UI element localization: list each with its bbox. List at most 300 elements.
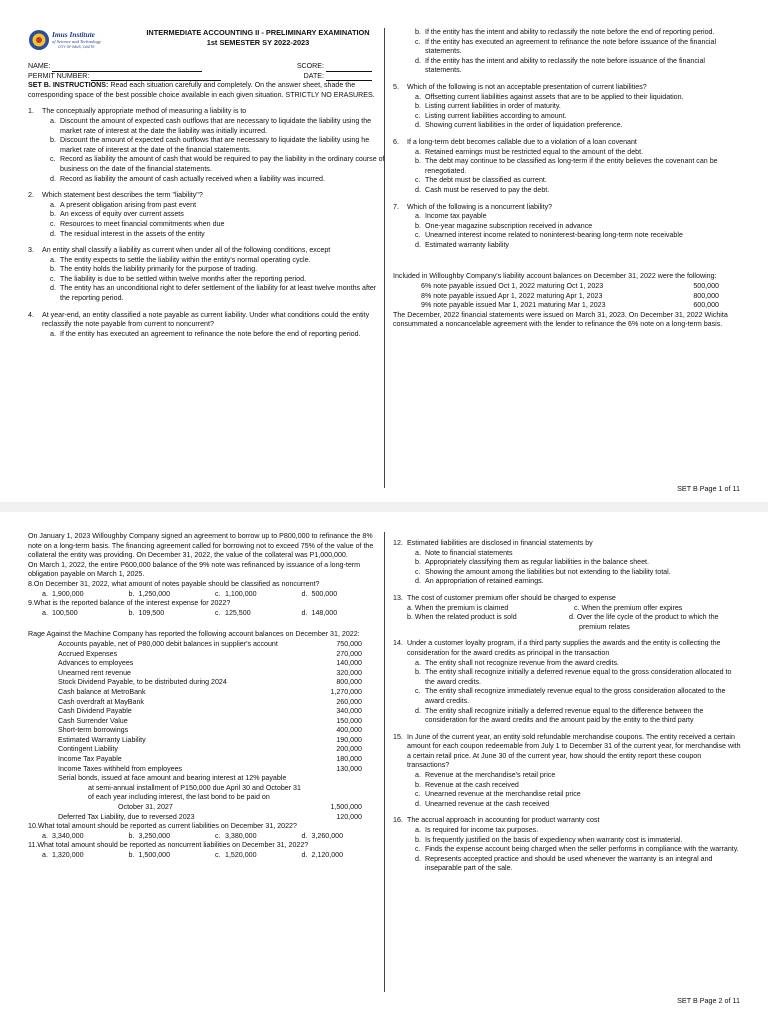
answer-options-row: [42, 590, 388, 600]
balance-row: [58, 755, 362, 765]
option-text: Is frequently justified on the basis of expediency when warranty cost is immaterial.: [425, 835, 683, 844]
page2-left-column: On January 1, 2023 Willoughby Company signed an agreement to borrow up to P800,000 to refinance the 8% note on a long-term basis. The financing agreement called for borrowing not to exceed 75% of the value of the collateral the entity was providing. On December 31, 2022, the value of the collateral was P1,000,000. On March 1, 2022, the entire P600,000 balance of the 9% note was refinanced by issuance of a long-term obligation payable on March 1, 2025. 8.On December 31, 2022, what amount of notes payable should be classified as noncurrent? a. 1,900,000 b. 1,250,000 c. 1,100,000 d. 500,000 9.What is the reported balance of the interest expense for 2022? a. 100,500 b. 109,500 c. 125,500 d. 148,000 Rage Against the Machine Company has reported the following account balances on December 31, 2022: Accounts payable, net of P80,000 debit balances in supplier's account 750,000 Accrued Expenses 270,000 Advances to employees 140,000 Unearned rent revenue 320,000 Stock Dividend Payable, to be distributed during 2024 800,000 Cash balance at MetroBank 1,270,000 Cash overdraft at MayBank 260,000 Cash Dividend Payable 340,000 Cash Surrender Value 150,000 Short-term borrowings 400,000 Estimated Warranty Liability 190,000 Contingent Liability 200,000 Income Tax Payable 180,000 Income Taxes withheld from employees 130,000 Serial bonds, issued at face amount and bearing interest at 12% payable at semi-annual installment of P150,000 due April 30 and October 31 of each year including interest, the last bond to be paid on October 31, 2027 1,500,000 Deferred Tax Liability, due to reversed 2023 120,000 10.What total amount should be reported as current liabilities on December 31, 2022? a. 3,340,000 b. 3,250,000 c. 3,380,000 d. 3,260,000 11.What total amount should be reported as noncurrent liabilities on December 31, 2022? a. 1,320,000 b. 1,500,000 c. 1,520,000 d. 2,120,000: [28, 532, 388, 861]
answer-option[interactable]: [42, 330, 388, 340]
balance-row: [58, 640, 362, 650]
option-letter: a.: [50, 329, 56, 338]
answer-option[interactable]: [42, 220, 388, 230]
answer-option[interactable]: [407, 121, 741, 131]
option-letter: c.: [415, 687, 421, 696]
note-amount: 800,000: [693, 291, 719, 300]
exam-semester: 1st SEMESTER SY 2022-2023: [206, 38, 310, 47]
question-list: [393, 83, 741, 251]
note-row: [421, 292, 719, 302]
option-text: Represents accepted practice and should be used whenever the warranty is an integral and inseparable part of the sale.: [425, 854, 713, 873]
account-name: Accrued Expenses: [58, 649, 118, 658]
question-text: In June of the current year, an entity sold refundable merchandise coupons. The entity received a certain amount for each coupon redeemable from July 1 to December 31 of the current year, for merchandise with a certain retail price. At June 30 of the current year, how should the entity report these coupon transactions?: [407, 732, 741, 770]
option-text: If the entity has executed an agreement to refinance the note before issuance of the financial statements.: [425, 37, 717, 56]
balance-row: [58, 707, 362, 717]
answer-option[interactable]: 2,120,000: [311, 851, 344, 859]
account-name: Income Tax Payable: [58, 755, 122, 764]
note-amount: 500,000: [693, 282, 719, 291]
option-text: Finds the expense account being charged when the seller performs in compliance with the warranty.: [425, 845, 739, 854]
option-letter: c.: [415, 111, 421, 120]
question-9: [28, 599, 388, 618]
question: [393, 203, 741, 251]
question-number: 7.: [393, 202, 399, 211]
rage-balances-table: [58, 640, 362, 774]
question-number: 3.: [28, 246, 34, 255]
answer-option[interactable]: [407, 148, 741, 158]
answer-option[interactable]: [407, 231, 741, 241]
option-letter: d.: [415, 577, 421, 586]
answer-option[interactable]: [407, 771, 741, 781]
option-letter: b.: [415, 835, 421, 844]
answer-option[interactable]: 1,520,000: [225, 851, 257, 859]
answer-option[interactable]: [407, 102, 741, 112]
svg-text:CITY OF IMUS, CAVITE: CITY OF IMUS, CAVITE: [58, 45, 95, 49]
answer-option[interactable]: 109,500: [138, 608, 165, 617]
option-text: Revenue at the cash received: [425, 780, 519, 789]
option-text: Discount the amount of expected cash outflows that are necessary to liquidate the liability using the market rate of interest at the date the liability was initially incurred.: [60, 116, 372, 135]
option-text: The debt must be classified as current.: [425, 176, 547, 185]
answer-option[interactable]: [407, 212, 741, 222]
option-text: Unearned revenue at the cash received: [425, 799, 550, 808]
question-number: 11.: [28, 841, 38, 850]
option-letter: c.: [415, 231, 421, 240]
question-number: 14.: [393, 639, 403, 648]
account-amount: 1,270,000: [330, 687, 362, 696]
question: [28, 311, 388, 340]
question: [393, 816, 741, 874]
answer-option[interactable]: [407, 157, 741, 176]
option-letter: d.: [50, 284, 56, 293]
option-letter: c.: [50, 155, 56, 164]
answer-option[interactable]: [407, 241, 741, 251]
option-letter: c.: [215, 831, 221, 840]
option-letter: a.: [42, 608, 48, 617]
answer-option[interactable]: [42, 275, 388, 285]
exam-page-2: [0, 512, 768, 1014]
option-text: Showing the amount among the liabilities but not extending to the liability total.: [425, 567, 671, 576]
option-letter: c.: [415, 37, 421, 46]
answer-option[interactable]: [42, 210, 388, 220]
option-letter: a.: [50, 255, 56, 264]
answer-option[interactable]: [407, 186, 741, 196]
answer-option[interactable]: 1,500,000: [138, 851, 171, 859]
account-amount: 800,000: [336, 678, 362, 687]
option-text: A present obligation arising from past event: [60, 200, 197, 209]
account-amount: 320,000: [336, 668, 362, 677]
option-letter: c.: [415, 567, 421, 576]
question-number: 6.: [393, 137, 399, 146]
option-text: Unearned revenue at the merchandise retail price: [425, 790, 581, 799]
answer-option[interactable]: 148,000: [311, 608, 338, 617]
question-text: What is the reported balance of the interest expense for 2022?: [33, 599, 231, 608]
question-stem: [28, 599, 388, 609]
option-text: The residual interest in the assets of the entity: [60, 229, 205, 238]
answer-option[interactable]: [407, 568, 741, 578]
option-letter: d.: [415, 240, 421, 249]
balance-row: [58, 659, 362, 669]
option-letter: d.: [301, 851, 308, 859]
option-letter: b.: [50, 136, 56, 145]
answer-option[interactable]: [407, 93, 741, 103]
answer-option[interactable]: [42, 136, 388, 155]
option-letter: b.: [128, 589, 135, 598]
exam-title: INTERMEDIATE ACCOUNTING II - PRELIMINARY EXAMINATION: [146, 28, 370, 37]
page-gap: [0, 502, 768, 512]
option-text: Estimated warranty liability: [425, 240, 509, 249]
note-description: 9% note payable issued Mar 1, 2021 maturing Mar 1, 2023: [421, 301, 606, 310]
option-letter: a.: [42, 851, 48, 859]
question-10: [28, 822, 388, 841]
page2-right-column: [393, 532, 741, 874]
option-letter: a.: [415, 92, 421, 101]
account-name: Cash balance at MetroBank: [58, 687, 146, 696]
option-letter: c.: [215, 608, 221, 617]
option-letter: a.: [42, 831, 48, 840]
answer-option[interactable]: [42, 155, 388, 174]
name-field[interactable]: [52, 63, 202, 72]
answer-option[interactable]: [42, 230, 388, 240]
page-number: SET B Page 2 of 11: [677, 996, 740, 1006]
balance-row: [58, 717, 362, 727]
option-text: Record as liability the amount of cash that would be required to pay the liability in the ordinary course of business on the date of the financial statements.: [60, 155, 385, 173]
svg-text:Imus Institute: Imus Institute: [52, 30, 95, 39]
question-stem: [393, 83, 741, 93]
option-letter: b.: [415, 102, 421, 111]
option-letter: d.: [415, 121, 421, 130]
option-letter: a.: [415, 771, 421, 780]
question-list: [393, 639, 741, 874]
option-letter: a.: [415, 212, 421, 221]
option-letter: b.: [415, 157, 421, 166]
option-letter: d.: [50, 229, 56, 238]
account-name: Unearned rent revenue: [58, 668, 131, 677]
answer-option[interactable]: 3,340,000: [52, 831, 84, 840]
answer-option[interactable]: [407, 687, 741, 706]
score-field[interactable]: [326, 63, 372, 72]
option-letter: b.: [128, 851, 135, 859]
balance-row: [58, 726, 362, 736]
instructions: SET B. INSTRUCTIONS: Read each situation carefully and completely. On the answer sheet, shade the corresponding space of the best possible choice available in each given situation. STRICTLY NO ERASURES.: [28, 81, 375, 99]
account-amount: 400,000: [336, 726, 362, 735]
account-amount: 200,000: [336, 745, 362, 754]
question: [28, 191, 388, 239]
option-letter: b.: [415, 558, 421, 567]
option-text: Revenue at the merchandise's retail price: [425, 771, 556, 780]
option-letter: a.: [50, 116, 56, 125]
question-text: Under a customer loyalty program, if a third party supplies the awards and the entity is collecting the consideration for the award credits as principal in the transaction: [407, 639, 721, 657]
option-letter: a.: [415, 548, 421, 557]
account-name: Cash overdraft at MayBank: [58, 697, 144, 706]
question-number: 12.: [393, 539, 403, 547]
option-letter: b.: [128, 831, 135, 840]
option-text: If the entity has the intent and ability to reclassify the note before the end of reporting period.: [425, 28, 715, 36]
account-name: Short-term borrowings: [58, 726, 129, 735]
question-number: 5.: [393, 82, 399, 91]
option-letter: a.: [415, 826, 421, 835]
answer-option[interactable]: [407, 57, 741, 76]
question-stem: [393, 639, 741, 658]
answer-option[interactable]: 1,320,000: [52, 851, 84, 859]
option-letter: d.: [415, 185, 421, 194]
question-number: 10.: [28, 822, 38, 831]
option-text: If the entity has the intent and ability to reclassify the note before issuance of the financial statements.: [425, 56, 705, 75]
answer-option[interactable]: [42, 117, 388, 136]
option-letter: d.: [415, 799, 421, 808]
answer-option[interactable]: [407, 112, 741, 122]
answer-option[interactable]: [407, 668, 741, 687]
page-number: SET B Page 1 of 11: [677, 484, 740, 494]
option-text: Cash must be reserved to pay the debt.: [425, 185, 550, 194]
question-text: An entity shall classify a liability as current when under all of the following conditions, except: [42, 246, 331, 255]
question-number: 2.: [28, 191, 34, 200]
answer-option[interactable]: [407, 558, 741, 568]
answer-option[interactable]: 100,500: [52, 608, 78, 617]
exam-header: [128, 28, 388, 48]
option-letter: d.: [301, 831, 308, 840]
answer-option[interactable]: 3,380,000: [225, 831, 257, 840]
account-amount: 180,000: [336, 755, 362, 764]
account-amount: 260,000: [336, 697, 362, 706]
option-text: Offsetting current liabilities against assets that are to be applied to their liquidation.: [425, 92, 684, 101]
question-number: 1.: [28, 107, 34, 116]
account-name: Contingent Liability: [58, 745, 118, 754]
question-number: 4.: [28, 310, 34, 319]
answer-option[interactable]: [407, 826, 741, 836]
balance-row: [58, 669, 362, 679]
question-text: Estimated liabilities are disclosed in financial statements by: [407, 539, 593, 547]
answer-option[interactable]: [407, 659, 741, 669]
question: [393, 733, 741, 810]
option-letter: c.: [415, 790, 421, 799]
question-stem: [28, 311, 388, 330]
option-text: The liability is due to be settled within twelve months after the reporting period.: [60, 274, 307, 283]
option-text: The entity shall recognize immediately revenue equal to the gross consideration allocated to the award credits.: [425, 687, 726, 705]
option-letter: d.: [415, 56, 421, 65]
option-letter: d.: [301, 608, 308, 617]
question-stem: [393, 539, 741, 549]
option-letter: c.: [50, 219, 56, 228]
account-name: Cash Surrender Value: [58, 716, 128, 725]
answer-option[interactable]: [42, 256, 388, 266]
option-letter: a.: [415, 658, 421, 667]
option-text: The entity holds the liability primarily for the purpose of trading.: [60, 265, 258, 274]
account-name: Stock Dividend Payable, to be distributed during 2024: [58, 678, 227, 687]
account-name: Income Taxes withheld from employees: [58, 764, 183, 773]
question-4-options: [393, 28, 741, 76]
notes-table: [421, 282, 719, 311]
question-8: [28, 580, 388, 599]
option-text: Note to financial statements: [425, 548, 513, 557]
option-letter: b.: [415, 221, 421, 230]
note-row: [421, 301, 719, 311]
option-letter: a.: [50, 200, 56, 209]
answer-option[interactable]: [407, 38, 741, 57]
balance-row: [58, 736, 362, 746]
option-letter: a.: [415, 147, 421, 156]
question-text: Which of the following is a noncurrent liability?: [407, 202, 553, 211]
option-text: The entity shall recognize initially a deferred revenue equal to the difference between the consideration for the award credits and the amount paid by the entity to the third party: [425, 706, 704, 725]
question-list: [28, 107, 388, 339]
question-list: [393, 539, 741, 587]
option-letter: b.: [415, 780, 421, 789]
question: [28, 107, 388, 184]
question-stem: [393, 733, 741, 771]
answer-option[interactable]: 1,250,000: [138, 589, 171, 598]
answer-option[interactable]: [42, 175, 388, 185]
date-label: DATE:: [303, 71, 325, 80]
school-logo: [28, 28, 124, 52]
balance-row: [58, 650, 362, 660]
question-stem: [393, 138, 741, 148]
question-text: On December 31, 2022, what amount of notes payable should be classified as noncurrent?: [33, 579, 320, 588]
option-text: Listing current liabilities according to amount.: [425, 111, 567, 120]
question-number: 9.: [28, 599, 34, 608]
account-amount: 340,000: [336, 707, 362, 716]
account-amount: 150,000: [336, 716, 362, 725]
exam-page-1: [0, 0, 768, 502]
question-text: What total amount should be reported as current liabilities on December 31, 2022?: [37, 822, 297, 831]
option-letter: c.: [215, 589, 221, 598]
answer-option[interactable]: [42, 201, 388, 211]
answer-option[interactable]: [407, 549, 741, 559]
page1-left-column: [28, 62, 388, 339]
option-text: Appropriately classifying them as regular liabilities in the balance sheet.: [425, 558, 649, 567]
answer-options-row: [42, 832, 388, 842]
answer-option[interactable]: [407, 845, 741, 855]
answer-option[interactable]: [407, 800, 741, 810]
answer-options-row: [42, 609, 388, 619]
svg-text:of Science and Technology: of Science and Technology: [52, 39, 101, 44]
option-letter: d.: [301, 589, 308, 598]
option-text: If the entity has executed an agreement to refinance the note before the end of reporting period.: [60, 329, 361, 338]
serial-bonds: Serial bonds, issued at face amount and bearing interest at 12% payable at semi-annual installment of P150,000 due April 30 and October 31 of each year including interest, the last bond to be paid on October 31, 2027 1,500,000 Deferred Tax Liability, due to reversed 2023 120,000: [58, 774, 362, 821]
answer-option[interactable]: [407, 781, 741, 791]
option-letter: d.: [50, 174, 56, 183]
question: [393, 83, 741, 131]
option-text: Unearned interest income related to noninterest-bearing long-term note receivable: [425, 231, 683, 240]
option-text: The entity shall not recognize revenue from the award credits.: [425, 658, 619, 667]
option-text: The entity has an unconditional right to defer settlement of the liability for at least twelve months after the reporting period.: [60, 284, 377, 303]
question-stem: [28, 107, 388, 117]
answer-option[interactable]: [42, 265, 388, 275]
answer-option[interactable]: [42, 284, 388, 303]
account-amount: 270,000: [336, 649, 362, 658]
question-text: What total amount should be reported as noncurrent liabilities on December 31, 2022?: [37, 841, 309, 850]
question-stem: [28, 841, 388, 851]
account-name: Accounts payable, net of P80,000 debit balances in supplier's account: [58, 639, 278, 648]
option-letter: d.: [415, 854, 421, 863]
option-text: An appropriation of retained earnings.: [425, 577, 544, 586]
note-description: 8% note payable issued Apr 1, 2022 maturing Apr 1, 2023: [421, 291, 603, 300]
question-text: If a long-term debt becomes callable due to a violation of a loan covenant: [407, 137, 637, 146]
score-label: SCORE:: [296, 62, 325, 70]
willoughby-case: Included in Willoughby Company's liability account balances on December 31, 2022 were the following: 6% note payable issued Oct 1, 2022 maturing Oct 1, 2023 500,000 8% note payable issued Apr 1, 2022 maturing Apr 1, 2023 800,000 9% note payable issued Mar 1, 2021 maturing Mar 1, 2023 600,000 The December, 2022 financial statements were issued on March 31, 2023. On December 31, 2022 Wichita consummated a noncancelable agreement with the lender to refinance the 6% note on a long-term basis.: [393, 272, 728, 329]
question-stem: [28, 191, 388, 201]
answer-option[interactable]: [407, 222, 741, 232]
balance-row: [58, 765, 362, 775]
option-text: The entity shall recognize initially a deferred revenue equal to the gross consideration allocated to the award credits.: [425, 668, 732, 686]
question: [393, 539, 741, 587]
option-letter: c.: [415, 845, 421, 854]
option-text: Resources to meet financial commitments when due: [60, 219, 225, 228]
account-amount: 750,000: [336, 639, 362, 648]
question-13: 13. The cost of customer premium offer should be charged to expense a. When the premium is claimed c. When the premium offer expires b. When the related product is sold d. Over the life cycle of the product to which the premium relates: [393, 593, 719, 631]
option-text: Listing current liabilities in order of maturity.: [425, 102, 561, 111]
option-text: Discount the amount of expected cash outflows that are necessary to liquidate the liability using he market rate of interest at the date of the financial statements.: [60, 136, 370, 154]
option-text: Record as liability the amount of cash actually received when a liability was incurred.: [60, 174, 325, 183]
balance-row: [58, 698, 362, 708]
name-label: NAME:: [28, 62, 51, 70]
account-name: Advances to employees: [58, 659, 134, 668]
option-letter: d.: [415, 706, 421, 715]
note-description: 6% note payable issued Oct 1, 2022 maturing Oct 1, 2023: [421, 282, 604, 291]
answer-option[interactable]: 500,000: [311, 589, 338, 598]
answer-option[interactable]: 1,900,000: [52, 589, 84, 598]
permit-field[interactable]: [91, 72, 221, 81]
option-letter: a.: [42, 589, 48, 598]
account-name: Estimated Warranty Liability: [58, 735, 146, 744]
question-text: Which of the following is not an acceptable presentation of current liabilities?: [407, 82, 647, 91]
answer-option[interactable]: [407, 836, 741, 846]
question-number: 15.: [393, 732, 403, 741]
account-amount: 140,000: [336, 659, 362, 668]
option-letter: b.: [415, 668, 421, 677]
account-name: Cash Dividend Payable: [58, 707, 132, 716]
option-text: The entity expects to settle the liability within the entity's normal operating cycle.: [60, 255, 311, 264]
question-text: Which statement best describes the term "liability"?: [42, 191, 203, 200]
answer-option[interactable]: [407, 176, 741, 186]
question-stem: [393, 203, 741, 213]
answer-option[interactable]: [407, 855, 741, 874]
option-letter: c.: [215, 851, 221, 859]
answer-option[interactable]: [407, 28, 741, 38]
balance-row: [58, 678, 362, 688]
option-letter: b.: [415, 28, 421, 36]
answer-option[interactable]: [407, 707, 741, 726]
page1-right-column: [393, 28, 741, 330]
date-field[interactable]: [326, 72, 372, 81]
question: [393, 138, 741, 196]
account-amount: 130,000: [336, 764, 362, 773]
answer-option[interactable]: [407, 790, 741, 800]
note-amount: 600,000: [693, 301, 719, 310]
question-text: The conceptually appropriate method of measuring a liability is to: [42, 107, 247, 116]
answer-option[interactable]: [407, 577, 741, 587]
answer-option[interactable]: 3,250,000: [138, 831, 171, 840]
answer-option[interactable]: 3,260,000: [311, 831, 344, 840]
balance-row: [58, 688, 362, 698]
column-divider: [384, 532, 385, 992]
permit-label: PERMIT NUMBER:: [28, 71, 90, 80]
option-text: The debt may continue to be classified as long-term if the entity believes the covenant can be renegotiated.: [425, 157, 718, 175]
answer-option[interactable]: 1,100,000: [225, 589, 257, 598]
question-stem: [28, 246, 388, 256]
option-text: Retained earnings must be restricted equal to the amount of the debt.: [425, 147, 644, 156]
option-letter: c.: [50, 274, 56, 283]
answer-options-row: [42, 851, 388, 861]
question-number: 8.: [28, 579, 34, 588]
option-text: One-year magazine subscription received in advance: [425, 221, 593, 230]
option-letter: b.: [50, 210, 56, 219]
question-text: At year-end, an entity classified a note payable as current liability. Under what conditions could the entity reclassify the note payable from current to noncurrent?: [42, 310, 370, 329]
answer-option[interactable]: 125,500: [225, 608, 251, 617]
question-stem: [28, 822, 388, 832]
option-text: Showing current liabilities in the order of liquidation preference.: [425, 121, 623, 130]
question-stem: [393, 816, 741, 826]
